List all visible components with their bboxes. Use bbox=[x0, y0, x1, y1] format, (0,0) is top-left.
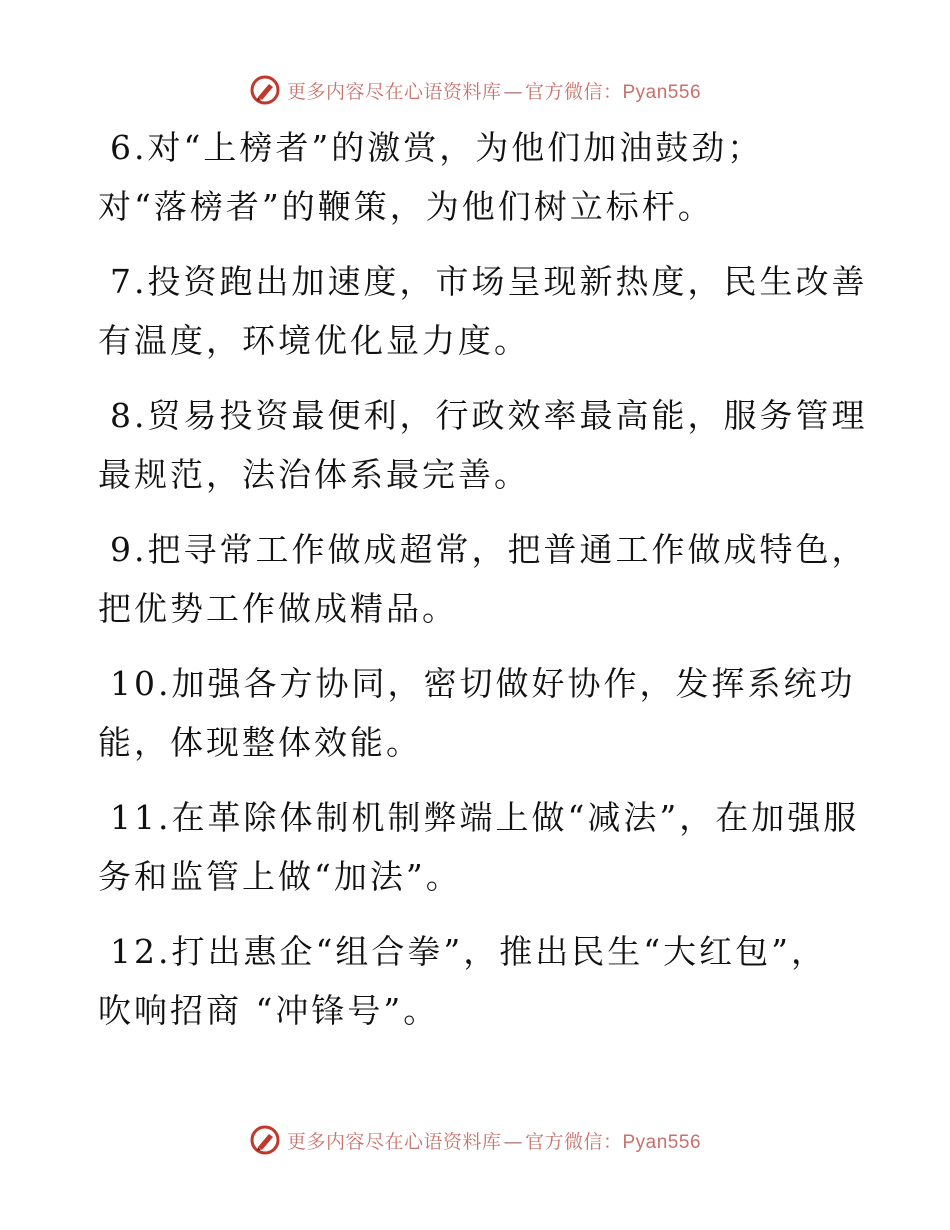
watermark-suffix: 官方微信： bbox=[524, 80, 623, 103]
item-line: 12.打出惠企“组合拳”，推出民生“大红包”， bbox=[110, 932, 827, 971]
item-line: 吹响招商 “冲锋号”。 bbox=[98, 991, 440, 1030]
item-line: 对“落榜者”的鞭策，为他们树立标杆。 bbox=[98, 187, 714, 226]
watermark-suffix: 官方微信： bbox=[524, 1130, 623, 1153]
watermark-separator: — bbox=[503, 80, 523, 103]
item-line: 最规范，法治体系最完善。 bbox=[98, 455, 530, 494]
footer-watermark bbox=[0, 1120, 950, 1160]
item-line: 有温度，环境优化显力度。 bbox=[98, 321, 530, 360]
watermark-text bbox=[287, 1127, 701, 1154]
item-line: 7.投资跑出加速度，市场呈现新热度，民生改善 bbox=[110, 262, 868, 301]
list-item bbox=[98, 252, 868, 370]
item-line: 9.把寻常工作做成超常，把普通工作做成特色， bbox=[110, 530, 868, 569]
list-item bbox=[98, 118, 858, 236]
pen-logo-icon bbox=[249, 74, 281, 106]
item-line: 务和监管上做“加法”。 bbox=[98, 857, 462, 896]
watermark-text bbox=[287, 77, 701, 104]
list-item bbox=[98, 654, 858, 772]
list-item bbox=[98, 922, 858, 1040]
item-line: 8.贸易投资最便利，行政效率最高能，服务管理 bbox=[110, 396, 868, 435]
watermark-wechat-id: Pyan556 bbox=[622, 1131, 702, 1153]
watermark-wechat-id: Pyan556 bbox=[622, 81, 702, 103]
watermark-prefix: 更多内容尽在心语资料库 bbox=[286, 1130, 502, 1153]
item-line: 6.对“上榜者”的激赏，为他们加油鼓劲； bbox=[110, 128, 764, 167]
document-body bbox=[98, 118, 868, 1056]
watermark-separator: — bbox=[503, 1130, 523, 1153]
list-item bbox=[98, 788, 858, 906]
list-item bbox=[98, 386, 868, 504]
item-line: 能，体现整体效能。 bbox=[98, 723, 422, 762]
item-line: 10.加强各方协同，密切做好协作，发挥系统功 bbox=[110, 664, 856, 703]
watermark-prefix: 更多内容尽在心语资料库 bbox=[286, 80, 502, 103]
item-line: 把优势工作做成精品。 bbox=[98, 589, 458, 628]
list-item bbox=[98, 520, 868, 638]
header-watermark bbox=[0, 70, 950, 110]
pen-logo-icon bbox=[249, 1124, 281, 1156]
item-line: 11.在革除体制机制弊端上做“减法”，在加强服 bbox=[110, 798, 860, 837]
